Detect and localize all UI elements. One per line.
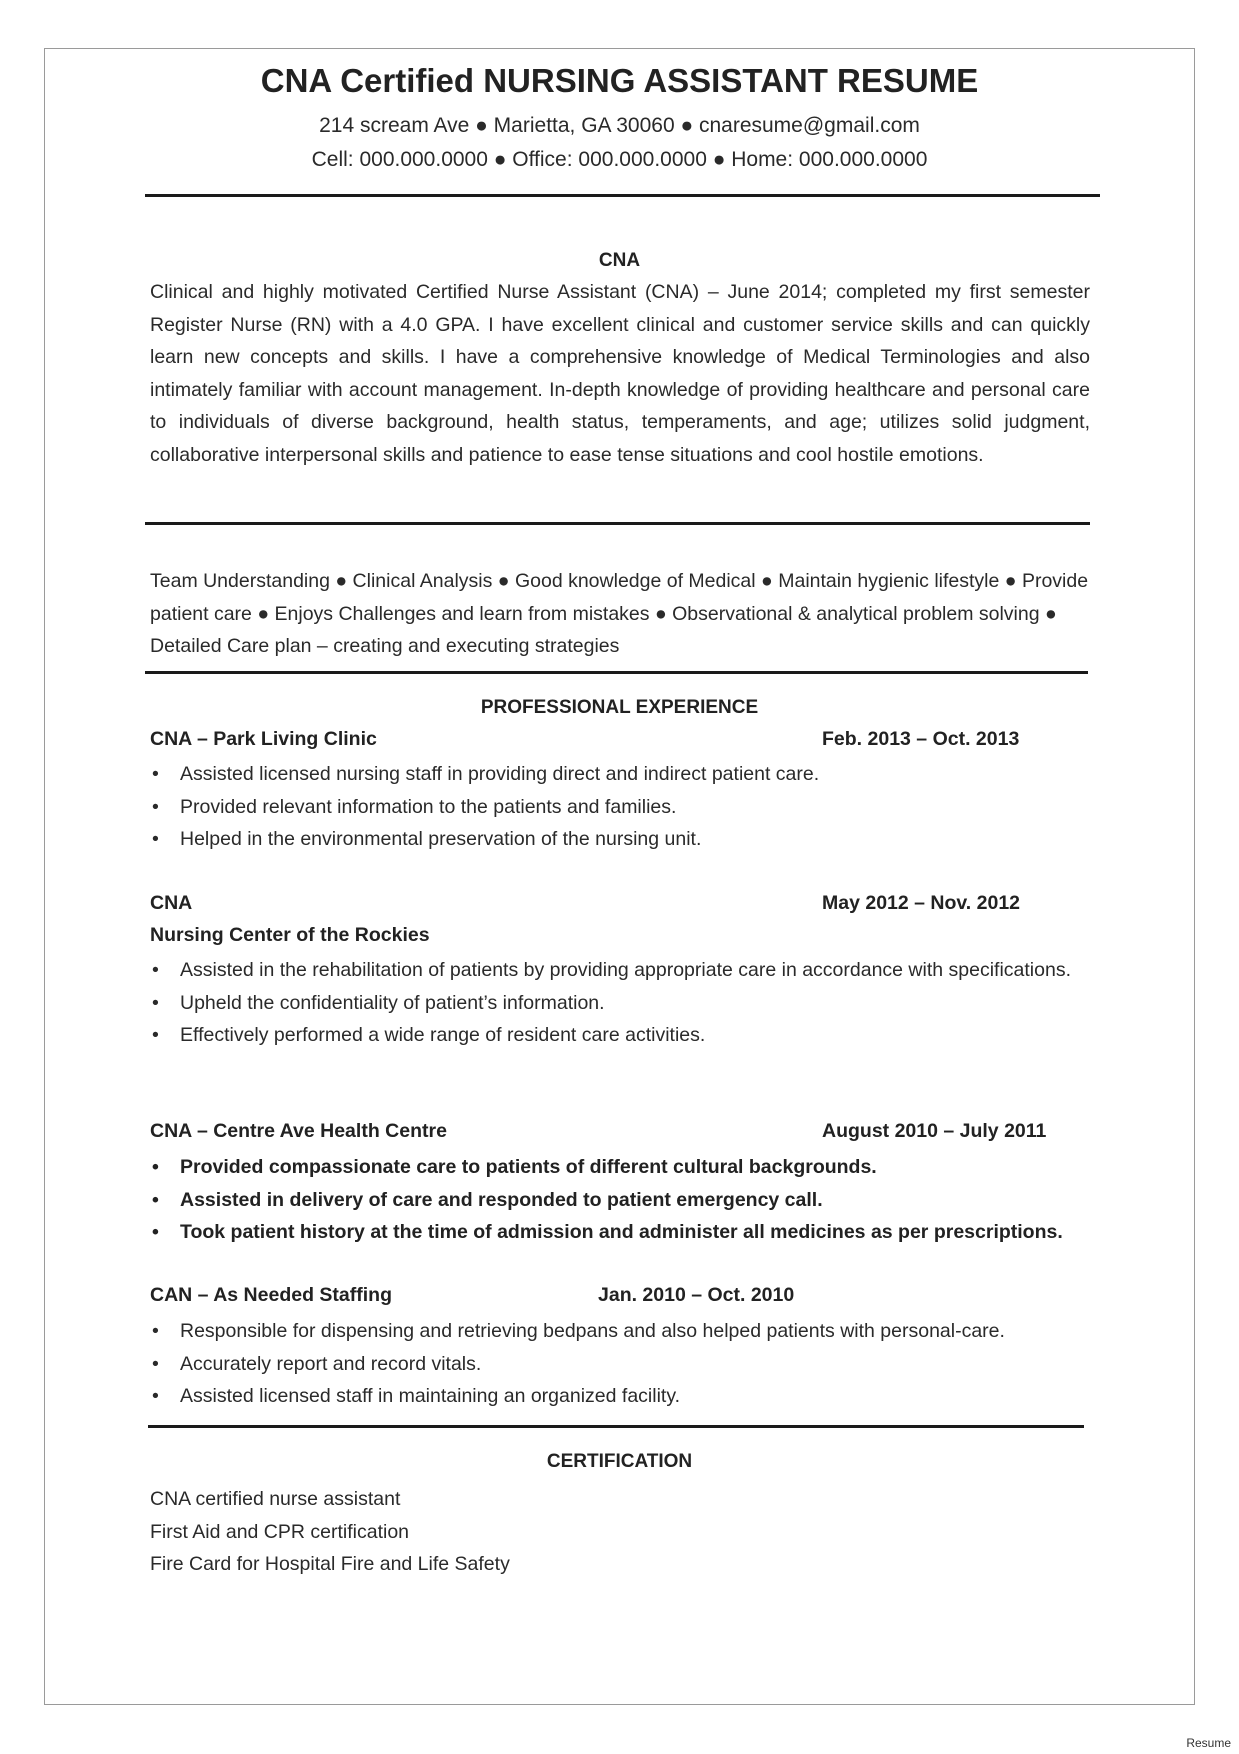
experience-divider: [148, 1425, 1084, 1428]
list-item: • Responsible for dispensing and retrieving bedpans and also helped patients with personal-care.: [150, 1315, 1100, 1348]
experience-heading: PROFESSIONAL EXPERIENCE: [480, 697, 759, 718]
watermark-text: Resume: [1186, 1736, 1231, 1750]
list-item: • Assisted in the rehabilitation of patients by providing appropriate care in accordance with specifications.: [150, 954, 1100, 987]
list-item: • Assisted licensed staff in maintaining an organized facility.: [150, 1380, 1100, 1413]
job-title: CNA: [150, 892, 193, 914]
list-item: • Took patient history at the time of admission and administer all medicines as per prescriptions.: [150, 1216, 1100, 1249]
certification-item: First Aid and CPR certification: [150, 1520, 410, 1543]
contact-phone-line: Cell: 000.000.0000 ● Office: 000.000.0000 ● Home: 000.000.0000: [311, 148, 928, 171]
job-bullets: [150, 1151, 1100, 1249]
certification-item: CNA certified nurse assistant: [150, 1488, 401, 1510]
job-title: CAN – As Needed Staffing: [150, 1284, 392, 1306]
header-divider: [145, 194, 1100, 197]
skills-list: Team Understanding ● Clinical Analysis ● Good knowledge of Medical ● Maintain hygienic lifestyle ● Provide patient care ● Enjoys Challenges and learn from mistakes ● Observational & analytical problem solving ● Detailed Care plan – creating and executing strategies: [150, 570, 1089, 657]
list-item: • Provided relevant information to the patients and families.: [150, 791, 1100, 824]
contact-address-line: 214 scream Ave ● Marietta, GA 30060 ● cnaresume@gmail.com: [319, 114, 920, 137]
list-item: • Provided compassionate care to patients of different cultural backgrounds.: [150, 1151, 1100, 1184]
job-dates: August 2010 – July 2011: [822, 1120, 1047, 1142]
job-bullets: [150, 1315, 1100, 1413]
job-title: CNA – Centre Ave Health Centre: [150, 1120, 447, 1142]
job-title: CNA – Park Living Clinic: [150, 728, 377, 750]
job-bullets: [150, 954, 1100, 1052]
list-item: • Assisted licensed nursing staff in providing direct and indirect patient care.: [150, 758, 1100, 791]
job-dates: Jan. 2010 – Oct. 2010: [598, 1284, 795, 1306]
list-item: • Accurately report and record vitals.: [150, 1348, 1100, 1381]
job-dates: Feb. 2013 – Oct. 2013: [822, 728, 1020, 750]
job-dates: May 2012 – Nov. 2012: [822, 892, 1021, 914]
job-bullets: [150, 758, 1100, 856]
summary-heading: CNA: [598, 250, 641, 271]
list-item: • Effectively performed a wide range of resident care activities.: [150, 1019, 1100, 1052]
certification-list: [150, 1483, 850, 1581]
resume-title: CNA Certified NURSING ASSISTANT RESUME: [260, 62, 979, 99]
list-item: • Helped in the environmental preservation of the nursing unit.: [150, 823, 1100, 856]
job-employer: Nursing Center of the Rockies: [150, 924, 430, 946]
list-item: • Upheld the confidentiality of patient’s information.: [150, 987, 1100, 1020]
skills-divider: [145, 671, 1088, 674]
certification-item: Fire Card for Hospital Fire and Life Safety: [150, 1553, 510, 1575]
certification-heading: CERTIFICATION: [546, 1451, 693, 1472]
summary-paragraph: Clinical and highly motivated Certified Nurse Assistant (CNA) – June 2014; completed my first semester Register Nurse (RN) with a 4.0 GPA. I have excellent clinical and customer service skills and can quickly learn new concepts and skills. I have a comprehensive knowledge of Medical Terminologies and also intimately familiar with account management. In-depth knowledge of providing healthcare and personal care to individuals of diverse background, health status, temperaments, and age; utilizes solid judgment, collaborative interpersonal skills and patience to ease tense situations and cool hostile emotions.: [150, 281, 1090, 466]
summary-divider: [145, 522, 1090, 525]
list-item: • Assisted in delivery of care and responded to patient emergency call.: [150, 1184, 1100, 1217]
